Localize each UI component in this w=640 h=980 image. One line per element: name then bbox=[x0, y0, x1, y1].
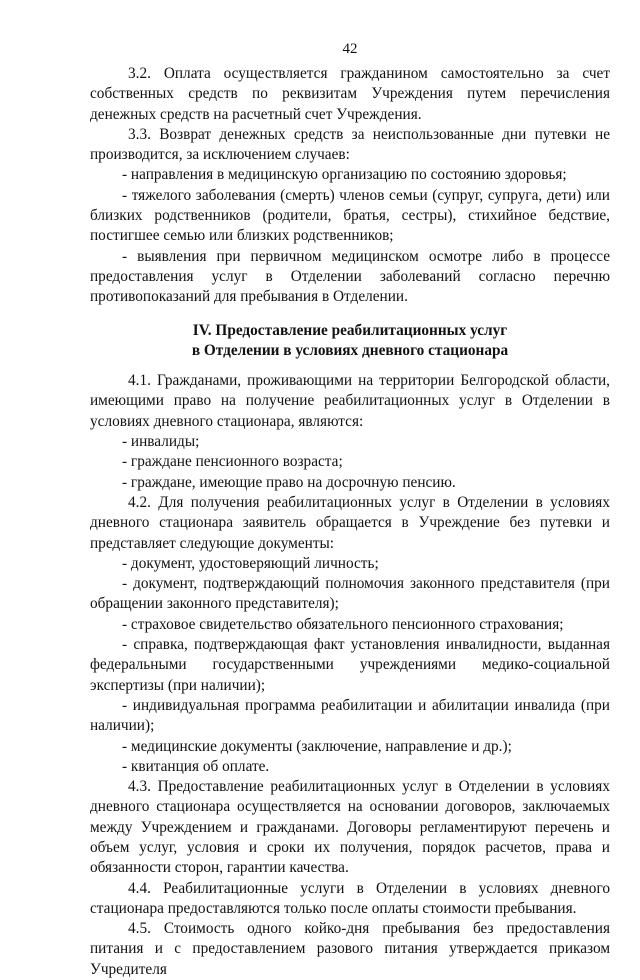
list-item: - документ, подтверждающий полномочия законного представителя (при обращении законного представителя); bbox=[90, 575, 610, 613]
paragraph-3-3: 3.3. Возврат денежных средств за неиспользованные дни путевки не производится, за исключением случаев: bbox=[90, 125, 610, 164]
list-item: - справка, подтверждающая факт установления инвалидности, выданная федеральными государственными учреждениями медико-социальной экспертизы (при наличии); bbox=[90, 636, 610, 694]
list-item: - направления в медицинскую организацию по состоянию здоровья; bbox=[122, 166, 567, 184]
list-item: - инвалиды; bbox=[122, 433, 200, 451]
list-item: - документ, удостоверяющий личность; bbox=[122, 554, 379, 572]
section-heading bbox=[90, 321, 610, 362]
list-item: - квитанция об оплате. bbox=[122, 757, 270, 775]
paragraph-4-3: 4.3. Предоставление реабилитационных услуг в Отделении в условиях дневного стационара осуществляется на основании договоров, заключаемых между Учреждением и гражданами. Договоры регламентируют перечень и объем услуг, условия и сроки их получения, порядок расчетов, права и обязанности сторон, гарантии качества. bbox=[90, 778, 610, 877]
list-item: - граждане пенсионного возраста; bbox=[122, 453, 343, 471]
paragraph-3-2: 3.2. Оплата осуществляется гражданином самостоятельно за счет собственных средств по реквизитам Учреждения путем перечисления денежных средств на расчетный счет Учреждения. bbox=[90, 65, 610, 123]
paragraph-4-4: 4.4. Реабилитационные услуги в Отделении в условиях дневного стационара предоставляются только после оплаты стоимости пребывания. bbox=[90, 879, 610, 917]
list-item: - медицинские документы (заключение, направление и др.); bbox=[122, 737, 512, 755]
list-item: - выявления при первичном медицинском осмотре либо в процессе предоставления услуг в Отделении заболеваний согласно перечню противопоказаний для пребывания в Отделении. bbox=[90, 247, 610, 306]
page-number: 42 bbox=[342, 41, 358, 57]
paragraph-4-2: 4.2. Для получения реабилитационных услуг в Отделении в условиях дневного стационара заявитель обращается в Учреждение без путевки и представляет следующие документы: bbox=[90, 493, 610, 552]
section-heading-line-1: IV. Предоставление реабилитационных услуг bbox=[192, 321, 508, 339]
list-item: - страховое свидетельство обязательного пенсионного страхования; bbox=[122, 615, 564, 633]
list-item: - индивидуальная программа реабилитации и абилитации инвалида (при наличии); bbox=[90, 696, 610, 735]
list-item: - тяжелого заболевания (смерть) членов семьи (супруг, супруга, дети) или близких родственников (родители, братья, сестры), стихийное бедствие, постигшее семью или близких родственников; bbox=[90, 186, 610, 245]
section-heading-line-2: в Отделении в условиях дневного стационара bbox=[191, 341, 509, 359]
document-page bbox=[90, 0, 610, 978]
document-body bbox=[90, 64, 610, 980]
list-item: - граждане, имеющие право на досрочную пенсию. bbox=[122, 473, 456, 491]
paragraph-4-5: 4.5. Стоимость одного койко-дня пребывания без предоставления питания и с предоставлением разового питания утверждается приказом Учредителя bbox=[90, 920, 610, 978]
paragraph-4-1: 4.1. Гражданами, проживающими на территории Белгородской области, имеющими право на получение реабилитационных услуг в Отделении в условиях дневного стационара, являются: bbox=[90, 372, 610, 430]
